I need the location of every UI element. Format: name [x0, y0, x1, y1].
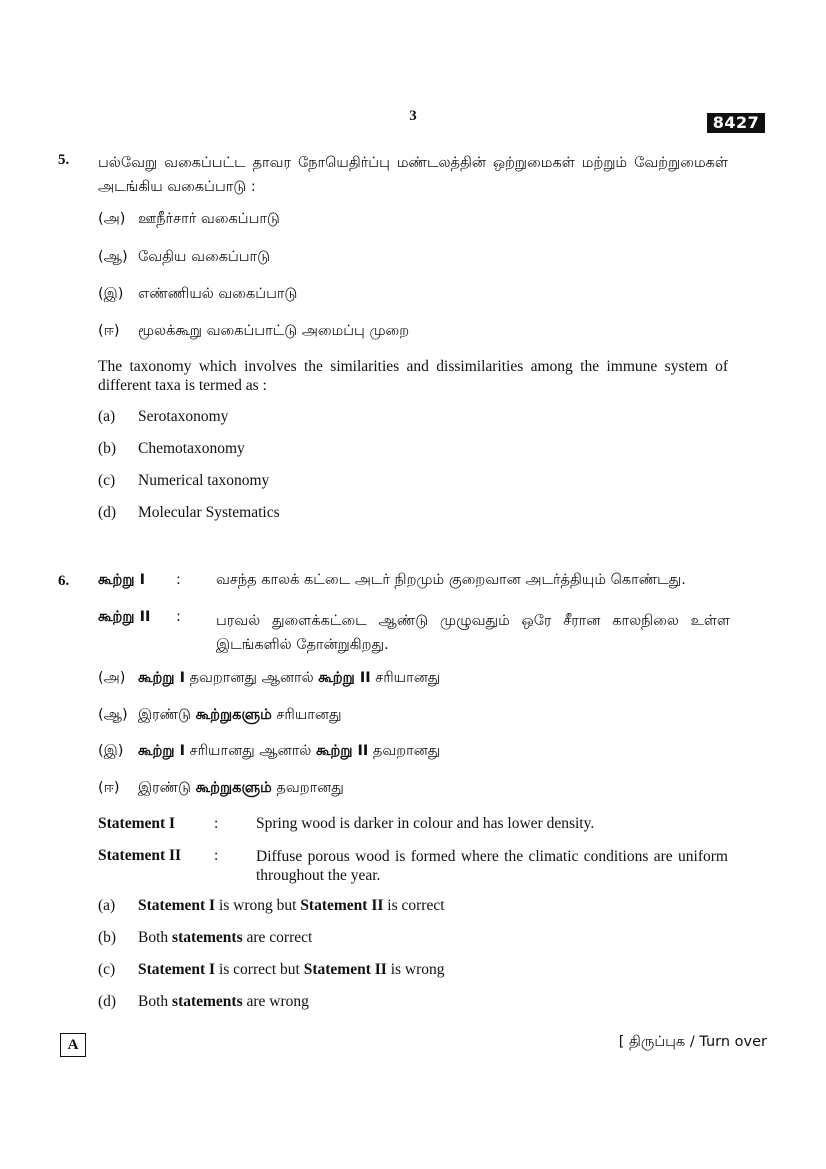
option-bold: கூற்றுகளும்: [195, 707, 272, 723]
q6-english-statement-1-text: Spring wood is darker in colour and has lower density.: [256, 815, 595, 832]
option-text-2: தவறானது: [271, 780, 344, 796]
option-label: (இ): [98, 743, 124, 759]
option-text-1: இரண்டு: [138, 780, 196, 796]
option-label: (d): [98, 504, 117, 521]
option-label: (ஆ): [98, 249, 128, 265]
option-text-1: Both: [138, 929, 173, 946]
question-5-tamil-stem: பல்வேறு வகைப்பட்ட தாவர நோயெதிர்ப்பு மண்டலத்தின் ஒற்றுமைகள் மற்றும் வேற்றுமைகள் அடங்கிய வகைப்பாடு :: [98, 155, 728, 195]
option-text: மூலக்கூறு வகைப்பாட்டு அமைப்பு முறை: [138, 323, 410, 339]
option-text-2: சரியானது: [370, 670, 441, 686]
q6-english-option-a: [98, 897, 445, 915]
q6-english-option-b: [98, 929, 312, 947]
q6-english-statement-1-colon: :: [214, 815, 219, 832]
q5-tamil-option-a: [98, 211, 280, 229]
option-label: (d): [98, 993, 117, 1010]
turn-over-note: [ திருப்புக / Turn over: [618, 1034, 767, 1050]
option-bold-1: கூற்று I: [138, 670, 185, 686]
q6-tamil-statement-2-text: பரவல் துளைக்கட்டை ஆண்டு முழுவதும் ஒரே சீரான காலநிலை உள்ள இடங்களில் தோன்றுகிறது.: [216, 613, 730, 653]
option-bold-2: கூற்று II: [315, 743, 369, 759]
option-bold: statements: [172, 993, 243, 1010]
series-code-box: A: [60, 1033, 86, 1057]
option-text-2: is correct: [383, 897, 445, 914]
option-text-1: இரண்டு: [138, 707, 196, 723]
q6-tamil-option-b: [98, 707, 342, 725]
option-label: (அ): [98, 670, 126, 686]
q5-english-option-a: [98, 408, 228, 426]
q6-english-statement-2-colon: :: [214, 847, 219, 864]
option-text-2: தவறானது: [368, 743, 441, 759]
q6-english-option-c: [98, 961, 445, 979]
q6-tamil-statement-1-label: கூற்று I: [98, 572, 145, 588]
q5-tamil-option-c: [98, 286, 297, 304]
question-5-english-stem: The taxonomy which involves the similarities and dissimilarities among the immune system of different taxa is termed as :: [98, 358, 728, 394]
option-label: (ஈ): [98, 780, 120, 796]
option-label: (அ): [98, 211, 126, 227]
option-text-2: சரியானது: [271, 707, 342, 723]
option-text-1: is wrong but: [215, 897, 301, 914]
option-text-2: are wrong: [242, 993, 309, 1010]
option-text-1: தவறானது ஆனால்: [184, 670, 319, 686]
q6-tamil-option-a: [98, 670, 440, 688]
option-bold-1: Statement I: [138, 961, 216, 978]
q5-english-option-b: [98, 440, 245, 458]
option-text: Numerical taxonomy: [138, 472, 270, 489]
option-bold-2: Statement II: [303, 961, 387, 978]
question-6-number: 6.: [58, 573, 70, 589]
option-bold-1: Statement I: [138, 897, 216, 914]
q6-tamil-option-d: [98, 780, 344, 798]
q6-tamil-statement-1-text: வசந்த காலக் கட்டை அடர் நிறமும் குறைவான அடர்த்தியும் கொண்டது.: [216, 572, 686, 588]
option-text: ஊநீர்சார் வகைப்பாடு: [138, 211, 280, 227]
option-bold: statements: [172, 929, 243, 946]
option-text-1: சரியானது ஆனால்: [184, 743, 316, 759]
q6-tamil-statement-2-label: கூற்று II: [98, 609, 151, 625]
option-text-1: Both: [138, 993, 173, 1010]
q6-english-statement-2-label: Statement II: [98, 847, 182, 864]
paper-code-badge: 8427: [707, 113, 765, 133]
option-text: Serotaxonomy: [138, 408, 229, 425]
option-label: (b): [98, 440, 117, 457]
option-text: Chemotaxonomy: [138, 440, 245, 457]
option-label: (a): [98, 408, 116, 425]
option-text-1: is correct but: [215, 961, 304, 978]
option-text-2: are correct: [242, 929, 313, 946]
page-number: 3: [409, 108, 417, 124]
q6-tamil-statement-1-colon: :: [176, 572, 181, 588]
option-text-2: is wrong: [386, 961, 445, 978]
q6-tamil-statement-2-colon: :: [176, 609, 181, 625]
q6-tamil-option-c: [98, 743, 440, 761]
option-text: Molecular Systematics: [138, 504, 280, 521]
option-label: (இ): [98, 286, 124, 302]
option-label: (ஆ): [98, 707, 128, 723]
q5-english-option-d: [98, 504, 280, 522]
q6-english-option-d: [98, 993, 309, 1011]
option-label: (a): [98, 897, 116, 914]
q5-english-option-c: [98, 472, 269, 490]
option-label: (ஈ): [98, 323, 120, 339]
option-label: (c): [98, 472, 116, 489]
option-bold-2: Statement II: [300, 897, 384, 914]
option-text: எண்ணியல் வகைப்பாடு: [138, 286, 298, 302]
question-5-number: 5.: [58, 152, 70, 168]
q5-tamil-option-b: [98, 249, 270, 267]
option-text: வேதிய வகைப்பாடு: [138, 249, 271, 265]
option-label: (b): [98, 929, 117, 946]
q6-english-statement-2-text: Diffuse porous wood is formed where the climatic conditions are uniform throughout the year.: [256, 848, 728, 884]
option-label: (c): [98, 961, 116, 978]
q6-english-statement-1-label: Statement I: [98, 815, 176, 832]
option-bold: கூற்றுகளும்: [195, 780, 272, 796]
option-bold-1: கூற்று I: [138, 743, 185, 759]
option-bold-2: கூற்று II: [318, 670, 371, 686]
q5-tamil-option-d: [98, 323, 409, 341]
